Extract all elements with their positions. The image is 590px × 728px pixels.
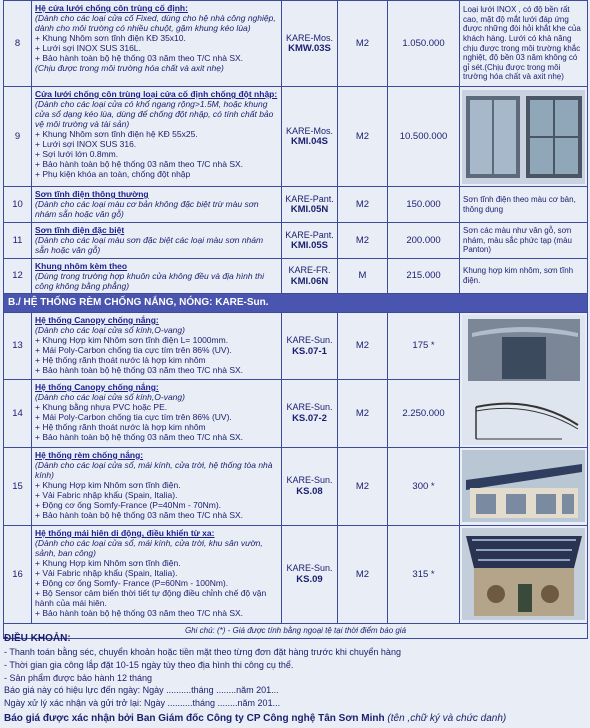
item-line: + Vải Fabric nhập khẩu (Spain, Italia). bbox=[35, 489, 178, 500]
sunroof-photo bbox=[462, 450, 585, 522]
window-photo bbox=[462, 90, 585, 184]
unit-price: 2.250.000 bbox=[388, 379, 460, 447]
item-line: + Khung Nhôm sơn tĩnh điện hệ KĐ 55x25. bbox=[35, 129, 198, 140]
item-line: + Sợi lưới lớn 0.8mm. bbox=[35, 149, 119, 160]
unit: M2 bbox=[338, 87, 388, 187]
item-subtitle: (Dành cho các loại cửa sổ kính,O-vang) bbox=[35, 391, 185, 402]
item-note: Loại lưới INOX , có độ bền rất cao, mặt độ mắt lưới đáp ứng được những đòi hỏi khắt khe của khách hàng. Lưới có khả năng chịu được trong môi trường khắc nghiệt, độ bền 03 năm không có gỉ sét.(Chịu được trong môi trường hóa chất và axit nhẹ) bbox=[460, 1, 588, 87]
item-line: + Khung Hợp kim Nhôm sơn tĩnh điện L= 1000mm. bbox=[35, 334, 229, 345]
item-title: Hệ thống Canopy chống nắng: bbox=[35, 381, 159, 392]
table-row bbox=[4, 259, 588, 294]
item-subtitle: (Dành cho các loại cửa cố Fixed, dùng cho hệ nhà công nghiệp, dành cho môi trường có nhiều chuột, gặm khung kéo lùa) bbox=[35, 13, 276, 34]
terms-line: - Thời gian gia công lắp đặt 10-15 ngày tùy theo địa hình thi công cụ thể. bbox=[4, 659, 294, 670]
item-description bbox=[32, 447, 282, 525]
code-prefix: KARE-Pant. bbox=[285, 193, 334, 204]
product-photo bbox=[460, 525, 588, 623]
item-line: (Chịu được trong môi trường hóa chất và axit nhẹ) bbox=[35, 63, 224, 74]
table-row bbox=[4, 312, 588, 379]
item-title: Cửa lưới chống côn trùng loại cửa cố định chống đột nhập: bbox=[35, 89, 278, 99]
item-description bbox=[32, 87, 282, 187]
item-subtitle: (Dành cho các loại cửa sổ, mái kính, cửa trời, khu sân vườn, sảnh, ban công) bbox=[35, 537, 263, 558]
item-description bbox=[32, 223, 282, 259]
item-line: + Khung Hợp kim Nhôm sơn tĩnh điện. bbox=[35, 557, 181, 568]
code-id: KMI.04S bbox=[291, 136, 328, 148]
product-code bbox=[282, 1, 338, 87]
unit: M2 bbox=[338, 379, 388, 447]
unit-price: 300 * bbox=[388, 447, 460, 525]
product-photo bbox=[460, 312, 588, 447]
product-code bbox=[282, 312, 338, 379]
item-line: + Bảo hành toàn bộ hệ thống 03 năm theo T/C nhà SX. bbox=[35, 431, 244, 442]
unit: M2 bbox=[338, 187, 388, 223]
unit-price: 1.050.000 bbox=[388, 1, 460, 87]
item-line: + Mái Poly-Carbon chống tia cực tím trên 86% (UV). bbox=[35, 344, 232, 355]
footnote: Ghi chú: (*) - Giá được tính bằng ngoại tệ tại thời điểm báo giá bbox=[4, 623, 588, 638]
item-line: + Phụ kiện khóa an toàn, chống đột nhập bbox=[35, 169, 191, 180]
item-title: Hệ thống rèm chống nắng: bbox=[35, 449, 144, 460]
code-prefix: KARE-Sun. bbox=[286, 475, 333, 486]
row-number: 13 bbox=[4, 312, 32, 379]
product-photo bbox=[460, 447, 588, 525]
code-id: KS.07-2 bbox=[292, 413, 327, 425]
item-line: + Hệ thống rãnh thoát nước là hợp kim nhôm bbox=[35, 354, 206, 365]
item-line: + Khung bằng nhựa PVC hoặc PE. bbox=[35, 401, 168, 412]
item-line: + Bảo hành toàn bộ hệ thống 03 năm theo T/C nhà SX. bbox=[35, 159, 244, 170]
terms-line: - Sản phẩm được bảo hành 12 tháng bbox=[4, 672, 153, 683]
awning-photo bbox=[462, 528, 585, 620]
signature-text: Báo giá được xác nhận bởi Ban Giám đốc Công ty CP Công nghệ Tân Sơn Minh bbox=[4, 713, 385, 724]
item-description bbox=[32, 187, 282, 223]
row-number: 10 bbox=[4, 187, 32, 223]
row-number: 9 bbox=[4, 87, 32, 187]
unit: M bbox=[338, 259, 388, 294]
code-prefix: KARE-Sun. bbox=[286, 563, 333, 574]
item-title: Hệ cửa lưới chống côn trùng cố định: bbox=[35, 3, 188, 13]
item-note: Sơn tĩnh điện theo màu cơ bản, thông dụng bbox=[460, 187, 588, 223]
item-line: + Bảo hành toàn bộ hệ thống 03 năm theo T/C nhà SX. bbox=[35, 364, 244, 375]
item-subtitle: (Dành cho các loại màu sơn đặc biệt các loại màu sơn nhám sẵn hoặc vân gỗ) bbox=[35, 235, 264, 256]
signature-note: (tên ,chữ ký và chức danh) bbox=[387, 713, 507, 724]
unit: M2 bbox=[338, 312, 388, 379]
terms-line: Ngày xử lý xác nhận và gửi trở lại: Ngày ..........tháng ........năm 201... bbox=[4, 698, 281, 709]
item-line: + Bộ Sensor cảm biến thời tiết tự động điều chỉnh chế độ vận hành của mái hiên. bbox=[35, 587, 267, 608]
item-line: + Bảo hành toàn bộ hệ thống 03 năm theo T/C nhà SX. bbox=[35, 509, 244, 520]
item-line: + Bảo hành toàn bộ hệ thống 03 năm theo T/C nhà SX. bbox=[35, 607, 244, 618]
item-note: Khung hợp kim nhôm, sơn tĩnh điện. bbox=[460, 259, 588, 294]
code-id: KS.07-1 bbox=[292, 345, 327, 357]
product-photo bbox=[460, 87, 588, 187]
product-code bbox=[282, 87, 338, 187]
product-code bbox=[282, 447, 338, 525]
code-id: KMI.05S bbox=[291, 240, 328, 252]
row-number: 16 bbox=[4, 525, 32, 623]
section-title: B./ HỆ THỐNG RÈM CHỐNG NẮNG, NÓNG: KARE-Sun. bbox=[4, 294, 588, 313]
product-code bbox=[282, 525, 338, 623]
terms-section bbox=[4, 632, 586, 710]
table-row bbox=[4, 87, 588, 187]
unit-price: 215.000 bbox=[388, 259, 460, 294]
item-description bbox=[32, 259, 282, 294]
code-prefix: KARE-Pant. bbox=[285, 229, 334, 240]
item-title: Khung nhôm kèm theo bbox=[35, 261, 128, 271]
row-number: 8 bbox=[4, 1, 32, 87]
code-prefix: KARE-Sun. bbox=[286, 334, 333, 345]
code-id: KS.08 bbox=[296, 486, 323, 498]
code-id: KMI.06N bbox=[290, 275, 329, 287]
code-prefix: KARE-Mos. bbox=[285, 125, 333, 136]
item-line: + Khung Hợp kim Nhôm sơn tĩnh điện. bbox=[35, 479, 181, 490]
code-prefix: KARE-FR. bbox=[288, 265, 331, 276]
item-title: Sơn tĩnh điện thông thường bbox=[35, 189, 149, 199]
unit: M2 bbox=[338, 223, 388, 259]
table-row bbox=[4, 447, 588, 525]
item-title: Hệ thống mái hiên di động, điều khiển từ xa: bbox=[35, 527, 215, 538]
code-id: KS.09 bbox=[296, 574, 323, 586]
item-line: + Vải Fabric nhập khẩu (Spain, Italia). bbox=[35, 567, 178, 578]
item-description bbox=[32, 1, 282, 87]
item-note: Sơn các màu như vân gỗ, sơn nhám, màu sắc phức tạp (màu Panton) bbox=[460, 223, 588, 259]
signature-line bbox=[4, 713, 506, 724]
row-number: 15 bbox=[4, 447, 32, 525]
item-description bbox=[32, 379, 282, 447]
product-code bbox=[282, 187, 338, 223]
item-subtitle: (Dành cho các loại cửa sổ kính,O-vang) bbox=[35, 324, 185, 335]
table-row bbox=[4, 525, 588, 623]
code-prefix: KARE-Sun. bbox=[286, 402, 333, 413]
terms-line: - Thanh toán bằng séc, chuyển khoản hoặc tiền mặt theo từng đơn đặt hàng trước khi chuyển hàng bbox=[4, 647, 401, 658]
price-table bbox=[3, 0, 588, 639]
table-row bbox=[4, 187, 588, 223]
unit-price: 200.000 bbox=[388, 223, 460, 259]
item-line: + Bảo hành toàn bộ hệ thống 03 năm theo T/C nhà SX. bbox=[35, 53, 244, 64]
terms-line: Báo giá này có hiệu lực đến ngày: Ngày ..........tháng ........năm 201... bbox=[4, 685, 279, 696]
unit: M2 bbox=[338, 447, 388, 525]
code-id: KMW.03S bbox=[288, 43, 331, 55]
item-subtitle: (Dành cho các loại màu cơ bản không đặc biệt trừ màu sơn nhám sẵn hoặc vân gỗ) bbox=[35, 199, 259, 220]
unit-price: 315 * bbox=[388, 525, 460, 623]
item-line: + Hệ thống rãnh thoát nước là hợp kim nhôm bbox=[35, 421, 206, 432]
unit: M2 bbox=[338, 525, 388, 623]
item-subtitle: (Dùng trong trường hợp khuôn cửa không đều và địa hình thi công không bằng phẳng) bbox=[35, 271, 264, 292]
unit-price: 10.500.000 bbox=[388, 87, 460, 187]
row-number: 14 bbox=[4, 379, 32, 447]
product-code bbox=[282, 259, 338, 294]
item-description bbox=[32, 312, 282, 379]
product-code bbox=[282, 379, 338, 447]
canopy-photo bbox=[462, 315, 585, 445]
table-row bbox=[4, 223, 588, 259]
product-code bbox=[282, 223, 338, 259]
item-line: + Mái Poly-Carbon chống tia cực tím trên 86% (UV). bbox=[35, 411, 232, 422]
code-prefix: KARE-Mos. bbox=[285, 32, 333, 43]
item-subtitle: (Dành cho các loại cửa sổ, mái kính, cửa trời, hệ thống tòa nhà kính) bbox=[35, 459, 273, 480]
item-title: Sơn tĩnh điện đặc biệt bbox=[35, 225, 125, 235]
section-header bbox=[4, 294, 588, 313]
row-number: 12 bbox=[4, 259, 32, 294]
unit-price: 175 * bbox=[388, 312, 460, 379]
item-line: + Động cơ ống Somfy- France (P=60Nm - 100Nm). bbox=[35, 577, 229, 588]
item-description bbox=[32, 525, 282, 623]
row-number: 11 bbox=[4, 223, 32, 259]
terms-heading: ĐIỀU KHOẢN: bbox=[4, 633, 71, 644]
item-line: + Lưới sợi INOX SUS 316L. bbox=[35, 43, 141, 54]
item-subtitle: (Dành cho các loại cửa có khổ ngang rộng>1.5M, hoặc khung cửa sổ dạng kéo lùa, dùng để chống đột nhập, có tính chất bảo vệ môi trường và tài sản) bbox=[35, 99, 274, 130]
item-line: + Lưới sợi INOX SUS 316. bbox=[35, 139, 137, 150]
unit-price: 150.000 bbox=[388, 187, 460, 223]
table-row bbox=[4, 1, 588, 87]
item-line: + Động cơ ống Somfy-France (P=40Nm - 70Nm). bbox=[35, 499, 222, 510]
item-line: + Khung Nhôm sơn tĩnh điện KĐ 35x10. bbox=[35, 33, 186, 44]
code-id: KMI.05N bbox=[290, 204, 329, 216]
item-title: Hệ thống Canopy chống nắng: bbox=[35, 314, 159, 325]
unit: M2 bbox=[338, 1, 388, 87]
